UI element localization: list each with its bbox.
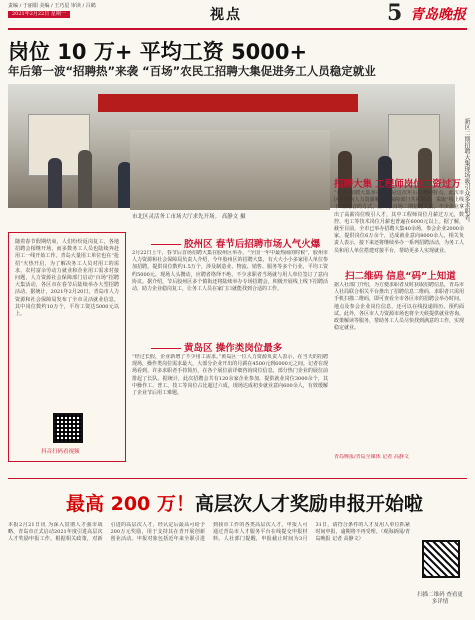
qr-code[interactable] [422,540,460,578]
section-body: 2月22日上午，春节后首场招聘大集在胶州区举办，“全国一年中最热闹的时候”，胶州市人力资源和社会保障局负责人介绍，今年胶州区的招聘大集，有大大小小多家用人单位参加招聘，提供岗位数约1.5万个，涉及制造业、物流、销售、服务等多个行业，平均工资约5000元。现场人头攒动，应聘者络绎不绝，不少求职者当场就与用人单位签订了意向协议。据介绍，节后胶州区多个镇街还将陆续举办专场招聘会，积极开展线上线下招聘活动，助力企业稳岗复工，让务工人员在家门口就能找到合适的工作。 [132,250,328,293]
newspaper-logo: 青岛晚报 [410,7,466,23]
section-heading-text: 招聘大集 工程师岗位工资过万 [334,179,461,190]
sub-headline: 年后第一波“招聘热”来袭 “百场”农民工招聘大集促进务工人员稳定就业 [8,64,376,78]
byline: 青岛晚报/青岛全媒体 记者 高静文 [334,454,409,460]
bottom-body: 本报2月21日讯 为深入贯彻人才强市战略，青岛市正式启动2021年度引进高层次人才奖励申报工作。根据相关政策，对新引进的高层次人才，经认定后最高可给予200万元奖励，用于支持其在青开展创新创业活动。申报对象包括近年来全职引进到我市工作的各类高层次人才，申报人可通过青岛市人才服务平台在线提交申报材料。人社部门提醒，申报截止时间为3月31日，请符合条件的人才及用人单位抓紧时间申报，逾期将不再受理。（观海新闻/青岛晚报 记者 高静文） [8,522,410,543]
section-heading [148,236,320,250]
page-header [0,0,475,30]
bottom-headline [66,489,423,516]
bottom-qr-box [416,540,464,612]
section-heading [148,340,282,354]
sidebar-box [8,232,126,462]
page-number: 5 [387,0,403,26]
header-rule [8,28,467,30]
header-meta [8,3,96,18]
section-heading-text: 扫二维码 信息“码”上知道 [345,271,456,282]
photo-person [48,158,62,208]
editor-line: 责编 / 于丽娟 美编 / 王巧星 审读 / 吕鹤 [8,3,96,9]
photo-banner [98,94,358,112]
section-heading-text: 黄岛区 操作类岗位最多 [184,343,283,354]
bottom-headline-rest: 高层次人才奖励申报开始啦 [194,493,423,515]
section-name: 视点 [210,7,242,23]
qr-caption: 抖音扫码看视频 [41,449,80,455]
section-heading [334,176,461,190]
qr-caption: 扫描二维码 查看更多详情 [417,592,463,605]
section-body: “经过长假，企业新增了不少用工需求。”黄岛区一位人力资源负责人表示，在当天的招聘现场，操作类岗位需求最大，大部分企业开出的月薪在4500元到6000元之间。记者在现场看到，许多求职者手持简历，在各个展位前详细咨询岗位信息，部分热门企业的展位前排起了长队。据统计，此次招聘会共有120余家企业参加，提供就业岗位3000余个，其中操作工、普工、技工等岗位占比超过六成，现场达成初步就业意向600余人，有效缓解了企业节后用工难题。 [132,354,328,397]
qr-code[interactable] [53,413,83,443]
sidebar-text: 随着春节假期结束，人们纷纷返岗复工，各地招聘会相继开场，而多数务工人员也陆续奔赴用工一线开始工作。青岛大量用工单位也在“抢招”火热开启，为了解决务工人员对用工的需求，农村富余劳动力就业和企业用工需求对接问题，人力资源社会保障部门启动“百场”招聘大集活动，各区市在春节后陆续举办大型招聘活动，据统计，2021年2月20日，青岛市人力资源和社会保障局发布了全市灵活就业信息，其中岗位数约10万个，平均工资达5000元以上。 [15,239,119,318]
heading-rule [151,244,181,245]
section-body: “百场”招聘大集举办，也是这次年后招聘的特点。此次市区范围内人力资源和社会保障部门共同联动，采取“线上线下”相结合的方式，推出了百场二期招聘大集，不少企业拿出了高薪岗位吸引人才，其中工程师岗位月薪过万元，数控、电工等技术岗位月薪也普遍在6000元以上。据了解，截至目前，全市已举办招聘大集40余场，参会企业2000余家，提供岗位6万余个，达成就业意向8000余人。相关负责人表示，接下来还将继续举办一系列招聘活动，为务工人员和用人单位搭建对接平台，帮助更多人实现就业。 [334,190,464,254]
section-heading-text: 胶州区 春节后招聘市场人气火爆 [184,239,321,250]
main-headline: 岗位 10 万+ 平均工资 5000+ [8,40,308,64]
section-body: 据人社部门介绍，为方便求职者及时获取招聘信息，青岛市人社局联合相关平台推出了招聘信息二维码，求职者只需用手机扫描二维码，即可查看全市各区市的招聘会举办时间、地点及参会企业岗位信息，还可以在线投递简历、预约面试。此外，各区市人力资源市场也将全天候提供就业咨询、政策解读等服务，帮助务工人员尽快找到满意的工作，实现稳定就业。 [334,282,464,332]
heading-rule [151,348,181,349]
bottom-headline-prefix: 最高 200 万！ [66,493,195,515]
market-hall-photo [130,130,330,210]
photo-caption: 市北区灵活务工市场大厅求先开场。 高静文 摄 [132,214,246,220]
issue-date: 2021年2月22日 星期一 [8,11,70,18]
photo-side-caption: 新区二期招聘大集现场吸引众多求职者。 [463,118,470,226]
photo-person [78,150,92,208]
divider-rule [8,478,467,479]
section-heading [345,268,456,282]
